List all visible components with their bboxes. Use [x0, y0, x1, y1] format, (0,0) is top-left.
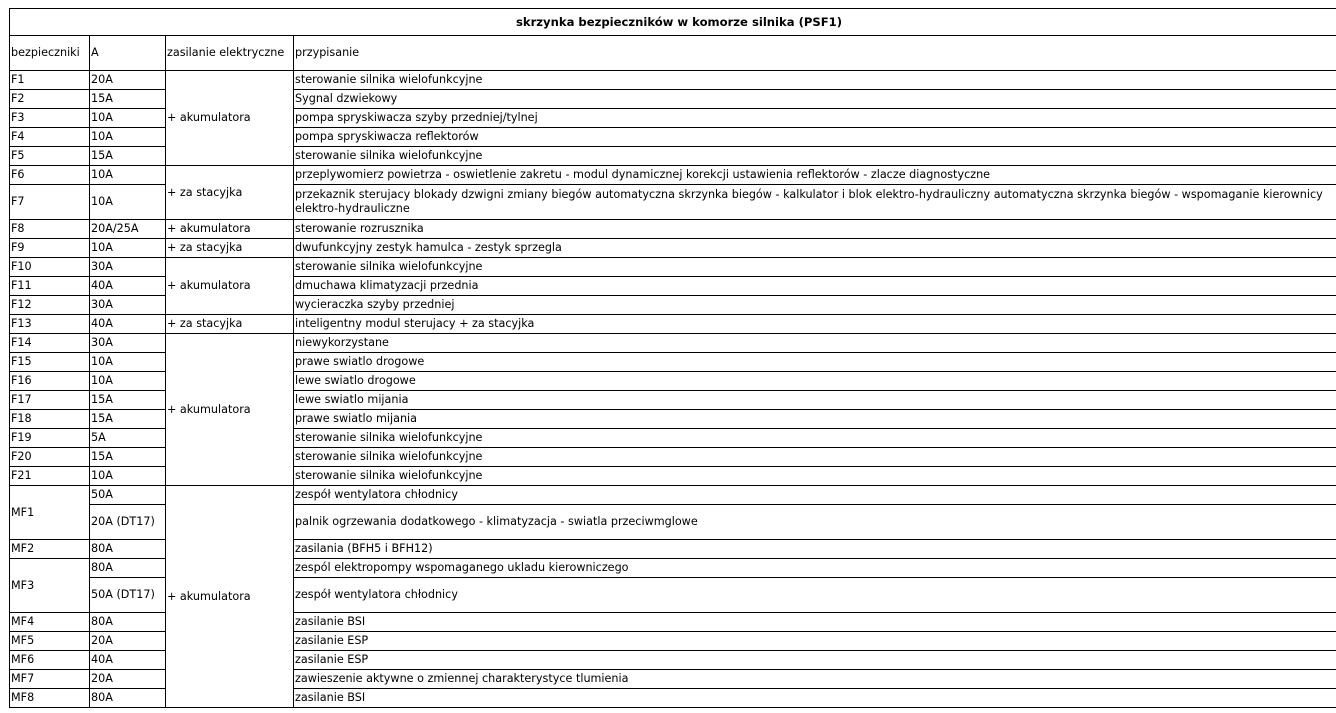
assignment-cell: dwufunkcyjny zestyk hamulca - zestyk sprzegla — [294, 239, 1336, 258]
assignment-cell: zasilanie BSI — [294, 689, 1336, 708]
supply-cell: + za stacyjka — [166, 166, 294, 220]
fuse-cell: F18 — [10, 410, 90, 429]
fuse-cell: F11 — [10, 277, 90, 296]
fuse-cell: F5 — [10, 147, 90, 166]
assignment-cell: zasilania (BFH5 i BFH12) — [294, 540, 1336, 559]
table-row — [10, 258, 1336, 277]
amp-cell: 80A — [90, 540, 166, 559]
amp-cell: 10A — [90, 372, 166, 391]
assignment-cell: lewe swiatlo drogowe — [294, 372, 1336, 391]
table-row — [10, 71, 1336, 90]
assignment-cell: palnik ogrzewania dodatkowego - klimatyzacja - swiatla przeciwmglowe — [294, 505, 1336, 540]
amp-cell: 20A (DT17) — [90, 505, 166, 540]
assignment-cell: zespół wentylatora chłodnicy — [294, 486, 1336, 505]
fuse-cell: F19 — [10, 429, 90, 448]
fuse-cell: F21 — [10, 467, 90, 486]
amp-cell: 80A — [90, 689, 166, 708]
assignment-cell: prawe swiatlo drogowe — [294, 353, 1336, 372]
assignment-cell: sterowanie silnika wielofunkcyjne — [294, 429, 1336, 448]
amp-cell: 15A — [90, 410, 166, 429]
assignment-cell: zespól elektropompy wspomaganego ukladu kierowniczego — [294, 559, 1336, 578]
supply-cell: + akumulatora — [166, 258, 294, 315]
fuse-cell: MF6 — [10, 651, 90, 670]
assignment-cell: zespół wentylatora chłodnicy — [294, 578, 1336, 613]
fuse-cell: MF3 — [10, 559, 90, 613]
fuse-cell: F1 — [10, 71, 90, 90]
fuse-cell: MF1 — [10, 486, 90, 540]
table-row — [10, 239, 1336, 258]
fuse-cell: MF7 — [10, 670, 90, 689]
fuse-cell: MF4 — [10, 613, 90, 632]
header-fuse: bezpieczniki — [10, 36, 90, 71]
supply-cell: + akumulatora — [166, 71, 294, 166]
amp-cell: 40A — [90, 315, 166, 334]
amp-cell: 10A — [90, 353, 166, 372]
amp-cell: 10A — [90, 166, 166, 185]
fuse-cell: F10 — [10, 258, 90, 277]
fuse-cell: F15 — [10, 353, 90, 372]
amp-cell: 10A — [90, 128, 166, 147]
fuse-cell: MF8 — [10, 689, 90, 708]
fuse-cell: F4 — [10, 128, 90, 147]
amp-cell: 20A — [90, 71, 166, 90]
assignment-cell: zasilanie ESP — [294, 651, 1336, 670]
amp-cell: 10A — [90, 109, 166, 128]
supply-cell: + za stacyjka — [166, 315, 294, 334]
assignment-cell: sterowanie silnika wielofunkcyjne — [294, 448, 1336, 467]
assignment-cell: prawe swiatlo mijania — [294, 410, 1336, 429]
fuse-cell: F16 — [10, 372, 90, 391]
fuse-cell: F2 — [10, 90, 90, 109]
table-title: skrzynka bezpieczników w komorze silnika (PSF1) — [10, 9, 1336, 36]
fuse-cell: F3 — [10, 109, 90, 128]
amp-cell: 20A/25A — [90, 220, 166, 239]
assignment-cell: inteligentny modul sterujacy + za stacyjka — [294, 315, 1336, 334]
fuse-cell: F20 — [10, 448, 90, 467]
assignment-cell: lewe swiatlo mijania — [294, 391, 1336, 410]
assignment-cell: zasilanie BSI — [294, 613, 1336, 632]
table-row — [10, 315, 1336, 334]
assignment-cell: Sygnal dzwiekowy — [294, 90, 1336, 109]
header-amp: A — [90, 36, 166, 71]
fuse-table — [9, 8, 1336, 708]
assignment-cell: sterowanie silnika wielofunkcyjne — [294, 467, 1336, 486]
amp-cell: 15A — [90, 90, 166, 109]
fuse-cell: F9 — [10, 239, 90, 258]
assignment-cell: przeplywomierz powietrza - oswietlenie zakretu - modul dynamicznej korekcji ustawienia reflektorów - zlacze diagnostyczne — [294, 166, 1336, 185]
table-row — [10, 486, 1336, 505]
amp-cell: 20A — [90, 632, 166, 651]
assignment-cell: sterowanie silnika wielofunkcyjne — [294, 258, 1336, 277]
fuse-cell: MF2 — [10, 540, 90, 559]
amp-cell: 30A — [90, 296, 166, 315]
assignment-cell: sterowanie silnika wielofunkcyjne — [294, 147, 1336, 166]
assignment-cell: zawieszenie aktywne o zmiennej charakterystyce tlumienia — [294, 670, 1336, 689]
assignment-cell: zasilanie ESP — [294, 632, 1336, 651]
fuse-cell: F7 — [10, 185, 90, 220]
amp-cell: 80A — [90, 613, 166, 632]
header-row — [10, 36, 1336, 71]
assignment-cell: niewykorzystane — [294, 334, 1336, 353]
fuse-table-container — [9, 8, 1336, 708]
supply-cell: + akumulatora — [166, 334, 294, 486]
assignment-cell: pompa spryskiwacza reflektorów — [294, 128, 1336, 147]
amp-cell: 5A — [90, 429, 166, 448]
amp-cell: 10A — [90, 185, 166, 220]
assignment-cell: pompa spryskiwacza szyby przedniej/tylnej — [294, 109, 1336, 128]
amp-cell: 15A — [90, 391, 166, 410]
assignment-cell: sterowanie silnika wielofunkcyjne — [294, 71, 1336, 90]
amp-cell: 50A (DT17) — [90, 578, 166, 613]
amp-cell: 10A — [90, 467, 166, 486]
fuse-cell: F13 — [10, 315, 90, 334]
assignment-cell: dmuchawa klimatyzacji przednia — [294, 277, 1336, 296]
table-row — [10, 334, 1336, 353]
fuse-cell: F8 — [10, 220, 90, 239]
fuse-cell: F14 — [10, 334, 90, 353]
amp-cell: 15A — [90, 147, 166, 166]
amp-cell: 30A — [90, 258, 166, 277]
amp-cell: 15A — [90, 448, 166, 467]
amp-cell: 40A — [90, 277, 166, 296]
amp-cell: 20A — [90, 670, 166, 689]
header-assignment: przypisanie — [294, 36, 1336, 71]
supply-cell: + akumulatora — [166, 220, 294, 239]
amp-cell: 10A — [90, 239, 166, 258]
fuse-cell: MF5 — [10, 632, 90, 651]
fuse-cell: F12 — [10, 296, 90, 315]
amp-cell: 80A — [90, 559, 166, 578]
amp-cell: 30A — [90, 334, 166, 353]
assignment-cell: przekaznik sterujacy blokady dzwigni zmiany biegów automatyczna skrzynka biegów - kalkulator i blok elektro-hydrauliczny automatyczna skrzynka biegów - wspomaganie kierownicy elektro-hydrauliczne — [294, 185, 1336, 220]
fuse-cell: F17 — [10, 391, 90, 410]
assignment-cell: sterowanie rozrusznika — [294, 220, 1336, 239]
amp-cell: 50A — [90, 486, 166, 505]
supply-cell: + za stacyjka — [166, 239, 294, 258]
title-row — [10, 9, 1336, 36]
assignment-cell: wycieraczka szyby przedniej — [294, 296, 1336, 315]
table-row — [10, 166, 1336, 185]
fuse-cell: F6 — [10, 166, 90, 185]
supply-cell: + akumulatora — [166, 486, 294, 708]
table-row — [10, 220, 1336, 239]
header-supply: zasilanie elektryczne — [166, 36, 294, 71]
amp-cell: 40A — [90, 651, 166, 670]
